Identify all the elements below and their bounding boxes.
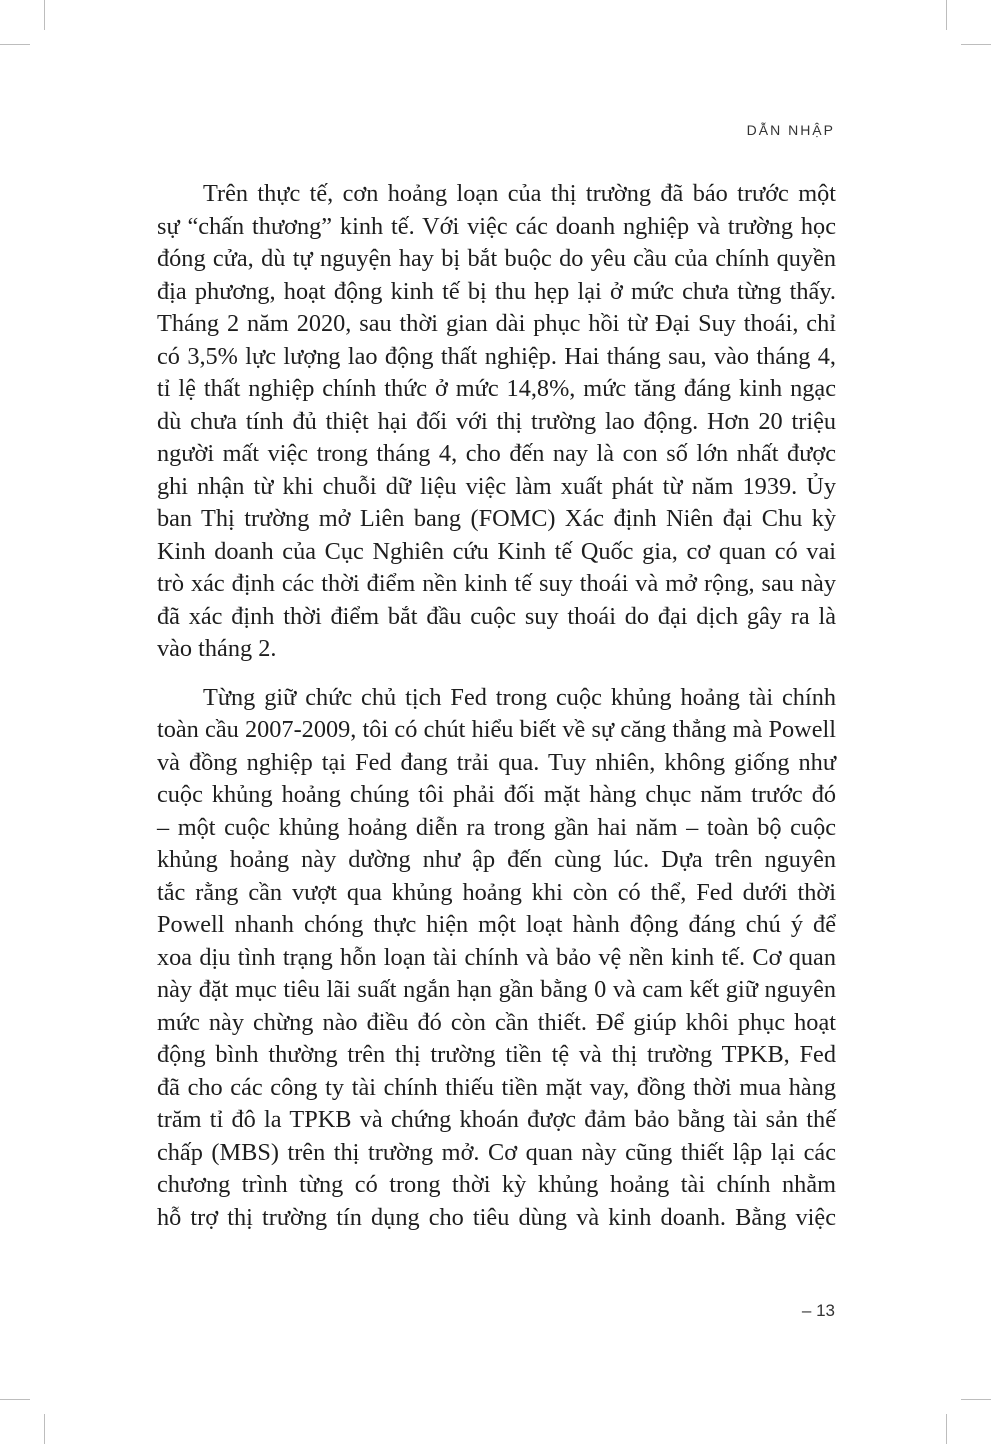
text-line: ban Thị trường mở Liên bang (FOMC) Xác định Niên đại Chu kỳ [157, 505, 836, 532]
text-line: Tháng 2 năm 2020, sau thời gian dài phục hồi từ Đại Suy thoái, chỉ [157, 310, 836, 337]
text-line: cuộc khủng hoảng chúng tôi phải đối mặt hàng chục năm trước đó [157, 781, 836, 808]
crop-mark-bottom-right-v [946, 1414, 947, 1444]
paragraph [157, 682, 836, 1235]
text-line: đã cho các công ty tài chính thiếu tiền mặt vay, đồng thời mua hàng [157, 1073, 836, 1101]
text-line: địa phương, hoạt động kinh tế bị thu hẹp lại ở mức chưa từng thấy. [157, 277, 836, 305]
text-line: trò xác định các thời điểm nền kinh tế suy thoái và mở rộng, sau này [157, 570, 836, 597]
crop-mark-top-right-v [946, 0, 947, 30]
crop-mark-top-left-h [0, 44, 30, 45]
text-line: có 3,5% lực lượng lao động thất nghiệp. Hai tháng sau, vào tháng 4, [157, 342, 836, 370]
text-line: đã xác định thời điểm bắt đầu cuộc suy thoái do đại dịch gây ra là [157, 602, 836, 630]
running-head: DẪN NHẬP [746, 122, 835, 138]
text-line: dù chưa tính đủ thiệt hại đối với thị trường lao động. Hơn 20 triệu [157, 407, 836, 435]
text-line: – một cuộc khủng hoảng diễn ra trong gần hai năm – toàn bộ cuộc [157, 813, 836, 841]
text-line: trăm tỉ đô la TPKB và chứng khoán được đảm bảo bằng tài sản thế [157, 1106, 836, 1133]
text-line: vào tháng 2. [157, 635, 277, 662]
crop-mark-top-right-h [961, 44, 991, 45]
text-line: hỗ trợ thị trường tín dụng cho tiêu dùng và kinh doanh. Bằng việc [157, 1203, 836, 1231]
text-line: toàn cầu 2007-2009, tôi có chút hiểu biết về sự căng thẳng mà Powell [157, 716, 836, 743]
text-line: và đồng nghiệp tại Fed đang trải qua. Tuy nhiên, không giống như [157, 748, 836, 776]
crop-mark-bottom-right-h [961, 1399, 991, 1400]
text-line: khủng hoảng này dường như ập đến cùng lúc. Dựa trên nguyên [157, 846, 836, 873]
text-line: người mất việc trong tháng 4, cho đến nay là con số lớn nhất được [157, 440, 836, 467]
text-line: mức này chừng nào điều đó còn cần thiết. Để giúp khôi phục hoạt [157, 1008, 836, 1036]
body-text [157, 178, 836, 1234]
text-line: xoa dịu tình trạng hỗn loạn tài chính và bảo vệ nền kinh tế. Cơ quan [157, 943, 836, 971]
paragraph [157, 178, 836, 666]
crop-mark-bottom-left-v [44, 1414, 45, 1444]
text-line: ghi nhận từ khi chuỗi dữ liệu việc làm xuất phát từ năm 1939. Ủy [157, 472, 836, 500]
text-line: động bình thường trên thị trường tiền tệ và thị trường TPKB, Fed [157, 1041, 836, 1068]
text-line: Từng giữ chức chủ tịch Fed trong cuộc khủng hoảng tài chính [203, 683, 836, 711]
text-line: chương trình từng có trong thời kỳ khủng hoảng tài chính nhằm [157, 1171, 836, 1198]
text-line: Kinh doanh của Cục Nghiên cứu Kinh tế Quốc gia, cơ quan có vai [157, 537, 836, 565]
text-line: này đặt mục tiêu lãi suất ngắn hạn gần bằng 0 và cam kết giữ nguyên [157, 976, 836, 1003]
text-line: tắc rằng cần vượt qua khủng hoảng khi còn có thể, Fed dưới thời [157, 878, 836, 906]
text-line: chấp (MBS) trên thị trường mở. Cơ quan này cũng thiết lập lại các [157, 1138, 836, 1166]
text-line: sự “chấn thương” kinh tế. Với việc các doanh nghiệp và trường học [157, 212, 836, 240]
crop-mark-bottom-left-h [0, 1399, 30, 1400]
text-line: đóng cửa, dù tự nguyện hay bị bắt buộc do yêu cầu của chính quyền [157, 245, 836, 272]
text-line: tỉ lệ thất nghiệp chính thức ở mức 14,8%, mức tăng đáng kinh ngạc [157, 375, 836, 402]
page-number: – 13 [801, 1301, 835, 1320]
crop-mark-top-left-v [44, 0, 45, 30]
text-line: Trên thực tế, cơn hoảng loạn của thị trường đã báo trước một [203, 180, 836, 207]
text-line: Powell nhanh chóng thực hiện một loạt hành động đáng chú ý để [157, 911, 836, 938]
